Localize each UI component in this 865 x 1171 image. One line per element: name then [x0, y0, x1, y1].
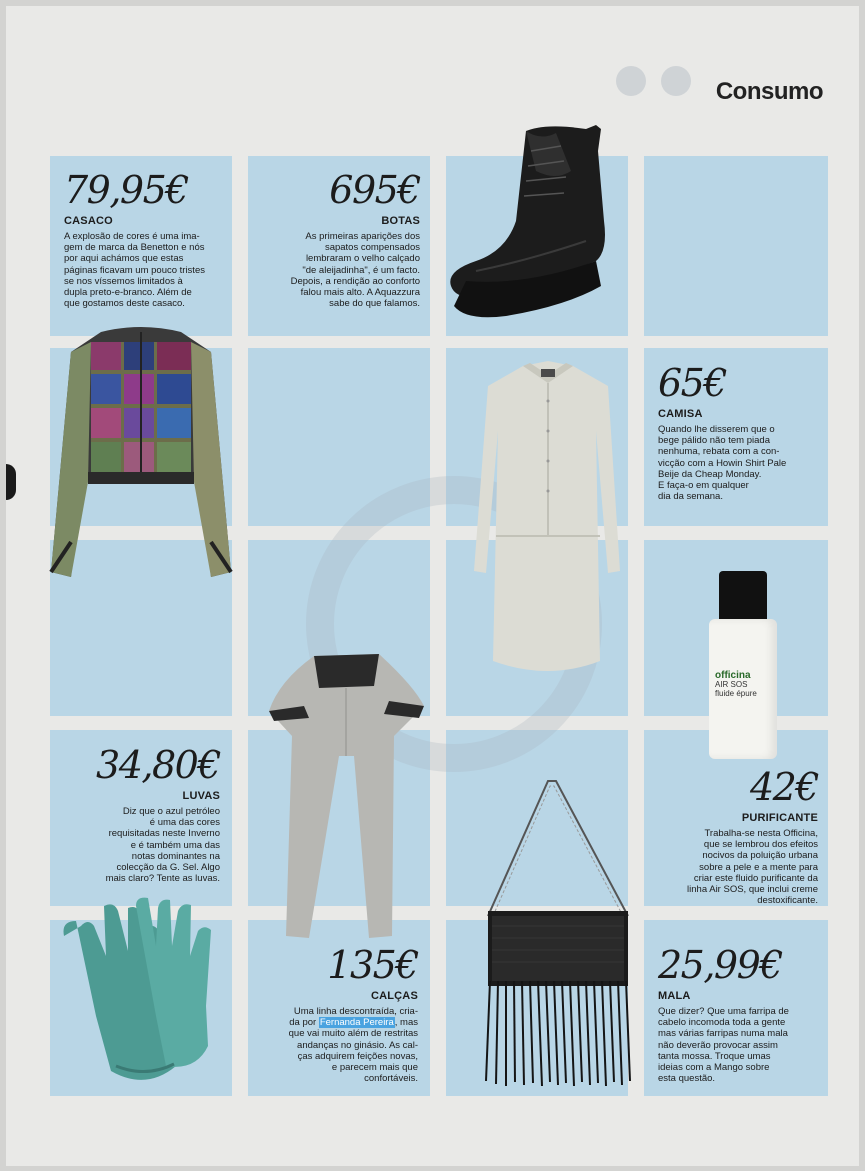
description-camisa: Quando lhe disserem que o bege pálido não tem piada nenhuma, rebata com a con- vicção com a Howin Shirt Pale Beije da Cheap Monday. E faça-o em qualquer dia da semana.: [658, 424, 787, 503]
logo-circle-icon: [661, 66, 691, 96]
price-purificante: 42€: [749, 765, 818, 809]
bottle-cap: [719, 571, 767, 621]
bottle-line2: fluide épure: [715, 689, 757, 698]
label-casaco: CASACO: [64, 215, 113, 227]
description-mala: Que dizer? Que uma farripa de cabelo incomoda toda a gente mas várias farripas numa mala não deverão provocar assim tanta mossa. Troque umas ideias com a Mango sobre esta questão.: [658, 1006, 789, 1085]
highlighted-name: Fernanda Pereira: [319, 1017, 394, 1029]
description-botas: As primeiras aparições dos sapatos compensados lembraram o velho calçado "de aleijadinha", é um facto. Depois, a rendição ao conforto falou mais alto. A Aquazzura sabe do que falamos.: [290, 231, 420, 310]
boot-image: [446, 111, 616, 326]
price-botas: 695€: [329, 168, 420, 212]
description-calcas: Uma linha descontraída, cria- da por Fernanda Pereira, mas que vai muito além de restritas andanças no ginásio. As cal- ças adquirem feições novas, e parecem mais que confortáveis.: [288, 1006, 418, 1085]
item-mala: [658, 943, 823, 1085]
price-casaco: 79,95€: [64, 168, 188, 212]
bottle-line1: AIR SOS: [715, 680, 748, 689]
section-title: Consumo: [715, 78, 823, 105]
page-edge-tab: [6, 464, 16, 500]
item-luvas: [64, 743, 220, 885]
item-purificante: [658, 765, 818, 907]
grid-cell: [644, 156, 828, 336]
price-camisa: 65€: [658, 361, 727, 405]
bottle-image: [709, 571, 779, 766]
description-casaco: A explosão de cores é uma ima- gem de marca da Benetton e nós por aqui achámos que estas páginas ficavam um pouco tristes se nos víssemos limitados à dupla preto-e-branco. Além de que gostamos deste casaco.: [64, 231, 205, 310]
label-calcas: CALÇAS: [370, 990, 418, 1002]
label-mala: MALA: [658, 990, 691, 1002]
price-calcas: 135€: [327, 943, 418, 987]
bottle-brand: officina: [715, 670, 751, 681]
item-calcas: [262, 943, 418, 1085]
price-luvas: 34,80€: [96, 743, 220, 787]
description-luvas: Diz que o azul petróleo é uma das cores requisitadas neste Inverno e é também uma das notas dominantes na colecção da G. Sel. Algo mais claro? Tente as luvas.: [105, 806, 220, 885]
label-luvas: LUVAS: [182, 790, 220, 802]
gloves-image: [56, 896, 236, 1096]
item-botas: [262, 168, 420, 310]
price-mala: 25,99€: [658, 943, 782, 987]
label-camisa: CAMISA: [658, 408, 703, 420]
label-botas: BOTAS: [381, 215, 420, 227]
shirt-image: [468, 361, 628, 681]
item-casaco: [64, 168, 234, 310]
cardigan-image: [46, 322, 236, 582]
fringe-bag-image: [478, 776, 638, 1091]
label-purificante: PURIFICANTE: [741, 812, 818, 824]
trousers-image: [264, 646, 432, 946]
item-camisa: [658, 361, 828, 503]
magazine-page: [6, 6, 859, 1166]
description-purificante: Trabalha-se nesta Officina, que se lembrou dos efeitos nocivos da poluição urbana sobre a pele e a mente para criar este fluido purificante da linha Air SOS, que inclui creme destoxificante.: [687, 828, 818, 907]
logo-circle-icon: [616, 66, 646, 96]
